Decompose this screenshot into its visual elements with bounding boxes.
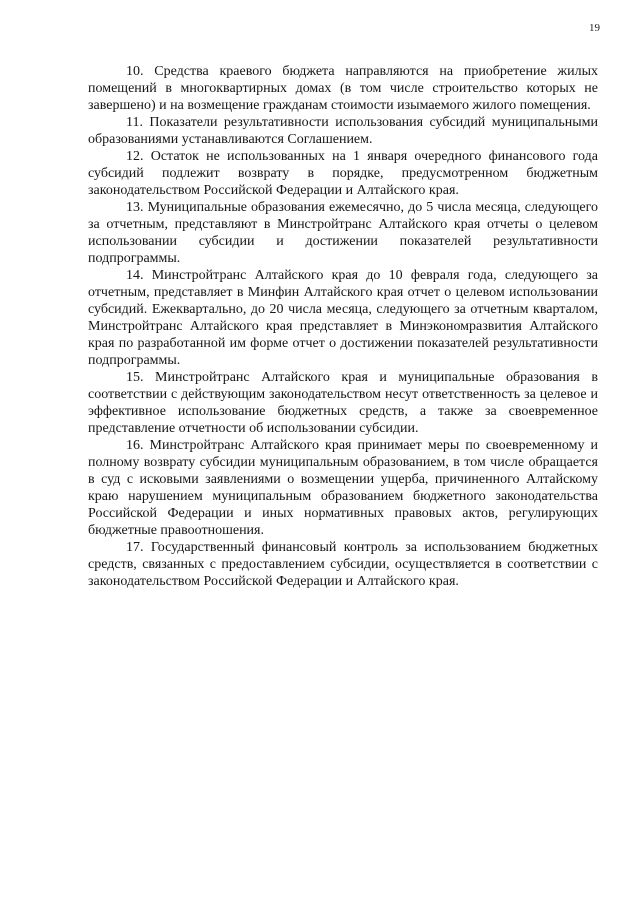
document-body — [88, 63, 598, 590]
paragraph-17: 17. Государственный финансовый контроль за использованием бюджетных средств, связанных с предоставлением субсидии, осуществляется в соответствии с законодательством Российской Федерации и Алтайского края. — [88, 540, 598, 589]
paragraph-10: 10. Средства краевого бюджета направляются на приобретение жилых помещений в многоквартирных домах (в том числе строительство которых не завершено) и на возмещение гражданам стоимости изымаемого жилого помещения. — [88, 64, 598, 113]
paragraph-15: 15. Минстройтранс Алтайского края и муниципальные образования в соответствии с действующим законодательством несут ответственность за целевое и эффективное использование бюджетных средств, а также за своевременное представление отчетности об использовании субсидии. — [88, 370, 598, 436]
paragraph-14: 14. Минстройтранс Алтайского края до 10 февраля года, следующего за отчетным, представляет в Минфин Алтайского края отчет о целевом использовании субсидий. Ежеквартально, до 20 числа месяца, следующего за отчетным кварталом, Минстройтранс Алтайского края представляет в Минэкономразвития Алтайского края по разработанной им форме отчет о достижении показателей результативности подпрограммы. — [88, 268, 598, 368]
paragraph-12: 12. Остаток не использованных на 1 января очередного финансового года субсидий подлежит возврату в порядке, предусмотренном бюджетным законодательством Российской Федерации и Алтайского края. — [88, 149, 598, 198]
page-number: 19 — [589, 22, 600, 34]
paragraph-11: 11. Показатели результативности использования субсидий муниципальными образованиями устанавливаются Соглашением. — [88, 115, 598, 147]
paragraph-16: 16. Минстройтранс Алтайского края принимает меры по своевременному и полному возврату субсидии муниципальным образованием, в том числе обращается в суд с исковыми заявлениями о возмещении ущерба, причиненного Алтайскому краю нарушением муниципальным образованием бюджетного законодательства Российской Федерации и иных нормативных правовых актов, регулирующих бюджетные правоотношения. — [88, 438, 598, 538]
paragraph-13: 13. Муниципальные образования ежемесячно, до 5 числа месяца, следующего за отчетным, представляют в Минстройтранс Алтайского края отчеты о целевом использовании субсидии и достижении показателей результативности подпрограммы. — [88, 200, 598, 266]
